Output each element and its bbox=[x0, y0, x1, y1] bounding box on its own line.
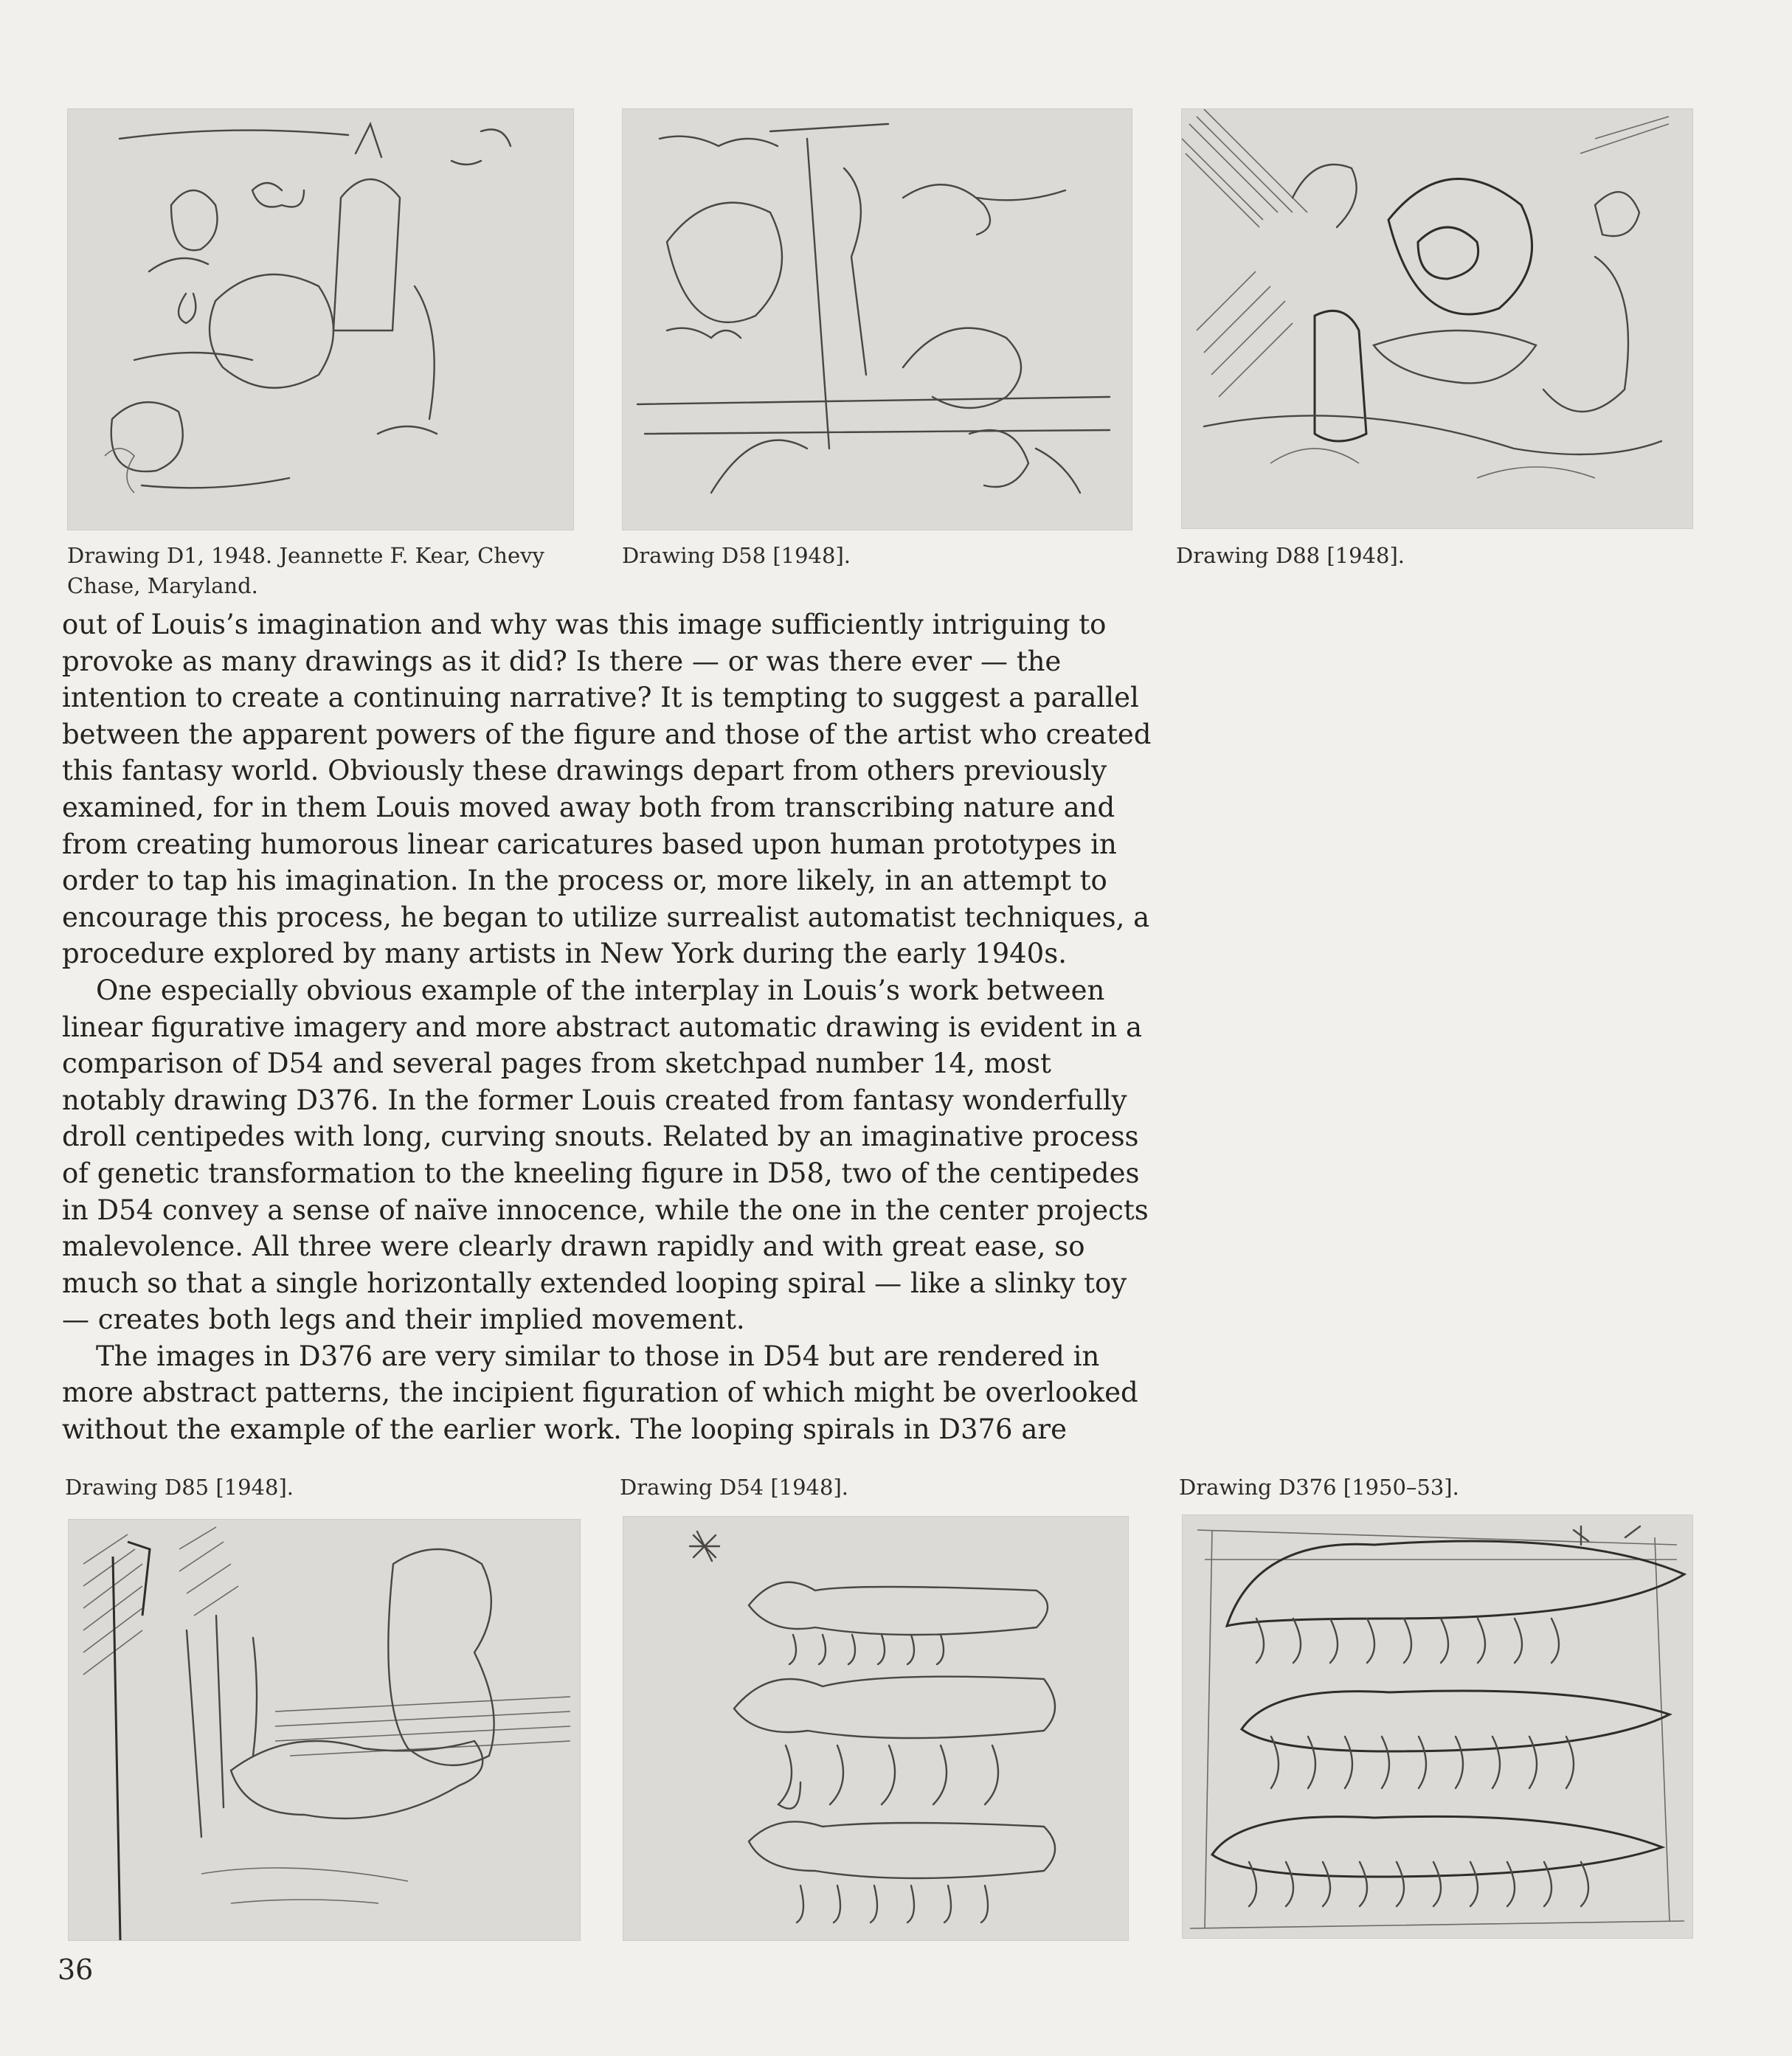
drawing-d88-image bbox=[1181, 108, 1693, 529]
body-line: without the example of the earlier work. The looping spirals in D376 are bbox=[62, 1413, 1067, 1446]
page-number: 36 bbox=[58, 1953, 94, 1986]
body-text bbox=[62, 606, 1152, 1448]
body-line: intention to create a continuing narrative? It is tempting to suggest a parallel bbox=[62, 682, 1139, 714]
caption-d54 bbox=[620, 1472, 1062, 1503]
drawing-d85-image bbox=[68, 1519, 581, 1941]
caption-line: Drawing D88 [1948]. bbox=[1176, 543, 1405, 568]
caption-d1 bbox=[67, 541, 584, 601]
body-line: examined, for in them Louis moved away both from transcribing nature and bbox=[62, 791, 1115, 823]
body-line: droll centipedes with long, curving snouts. Related by an imaginative process bbox=[62, 1121, 1139, 1153]
caption-d88 bbox=[1176, 541, 1619, 571]
body-line: comparison of D54 and several pages from sketchpad number 14, most bbox=[62, 1048, 1051, 1080]
body-line: much so that a single horizontally extended looping spiral — like a slinky toy bbox=[62, 1267, 1127, 1299]
body-line: this fantasy world. Obviously these drawings depart from others previously bbox=[62, 755, 1107, 787]
caption-line: Chase, Maryland. bbox=[67, 573, 258, 598]
drawing-d376-image bbox=[1182, 1515, 1693, 1939]
body-line: One especially obvious example of the interplay in Louis’s work between bbox=[96, 974, 1105, 1006]
drawing-d58-image bbox=[622, 108, 1132, 530]
body-line: more abstract patterns, the incipient figuration of which might be overlooked bbox=[62, 1377, 1138, 1409]
body-line: The images in D376 are very similar to those in D54 but are rendered in bbox=[96, 1340, 1100, 1372]
body-line: between the apparent powers of the figure and those of the artist who created bbox=[62, 718, 1152, 750]
caption-line: Drawing D54 [1948]. bbox=[620, 1475, 848, 1500]
caption-line: Drawing D58 [1948]. bbox=[622, 543, 851, 568]
body-line: malevolence. All three were clearly drawn rapidly and with great ease, so bbox=[62, 1231, 1085, 1263]
body-line: order to tap his imagination. In the process or, more likely, in an attempt to bbox=[62, 865, 1107, 897]
caption-line: Drawing D85 [1948]. bbox=[65, 1475, 294, 1500]
drawing-d1-image bbox=[67, 108, 574, 530]
body-line: out of Louis’s imagination and why was this image sufficiently intriguing to bbox=[62, 609, 1107, 640]
body-line: provoke as many drawings as it did? Is there — or was there ever — the bbox=[62, 645, 1062, 677]
body-line: notably drawing D376. In the former Louis created from fantasy wonderfully bbox=[62, 1084, 1127, 1116]
body-line: — creates both legs and their implied movement. bbox=[62, 1304, 745, 1336]
caption-d58 bbox=[622, 541, 1065, 571]
body-line: of genetic transformation to the kneeling figure in D58, two of the centipedes bbox=[62, 1157, 1140, 1189]
drawing-d54-image bbox=[623, 1516, 1129, 1941]
body-line: linear figurative imagery and more abstract automatic drawing is evident in a bbox=[62, 1011, 1143, 1043]
body-line: procedure explored by many artists in New York during the early 1940s. bbox=[62, 938, 1067, 970]
caption-line: Drawing D1, 1948. Jeannette F. Kear, Chevy bbox=[67, 543, 544, 568]
body-line: in D54 convey a sense of naïve innocence, while the one in the center projects bbox=[62, 1194, 1149, 1226]
caption-d376 bbox=[1179, 1472, 1622, 1503]
body-line: from creating humorous linear caricatures based upon human prototypes in bbox=[62, 828, 1117, 860]
caption-line: Drawing D376 [1950–53]. bbox=[1179, 1475, 1459, 1500]
caption-d85 bbox=[65, 1472, 508, 1503]
body-line: encourage this process, he began to utilize surrealist automatist techniques, a bbox=[62, 901, 1150, 933]
